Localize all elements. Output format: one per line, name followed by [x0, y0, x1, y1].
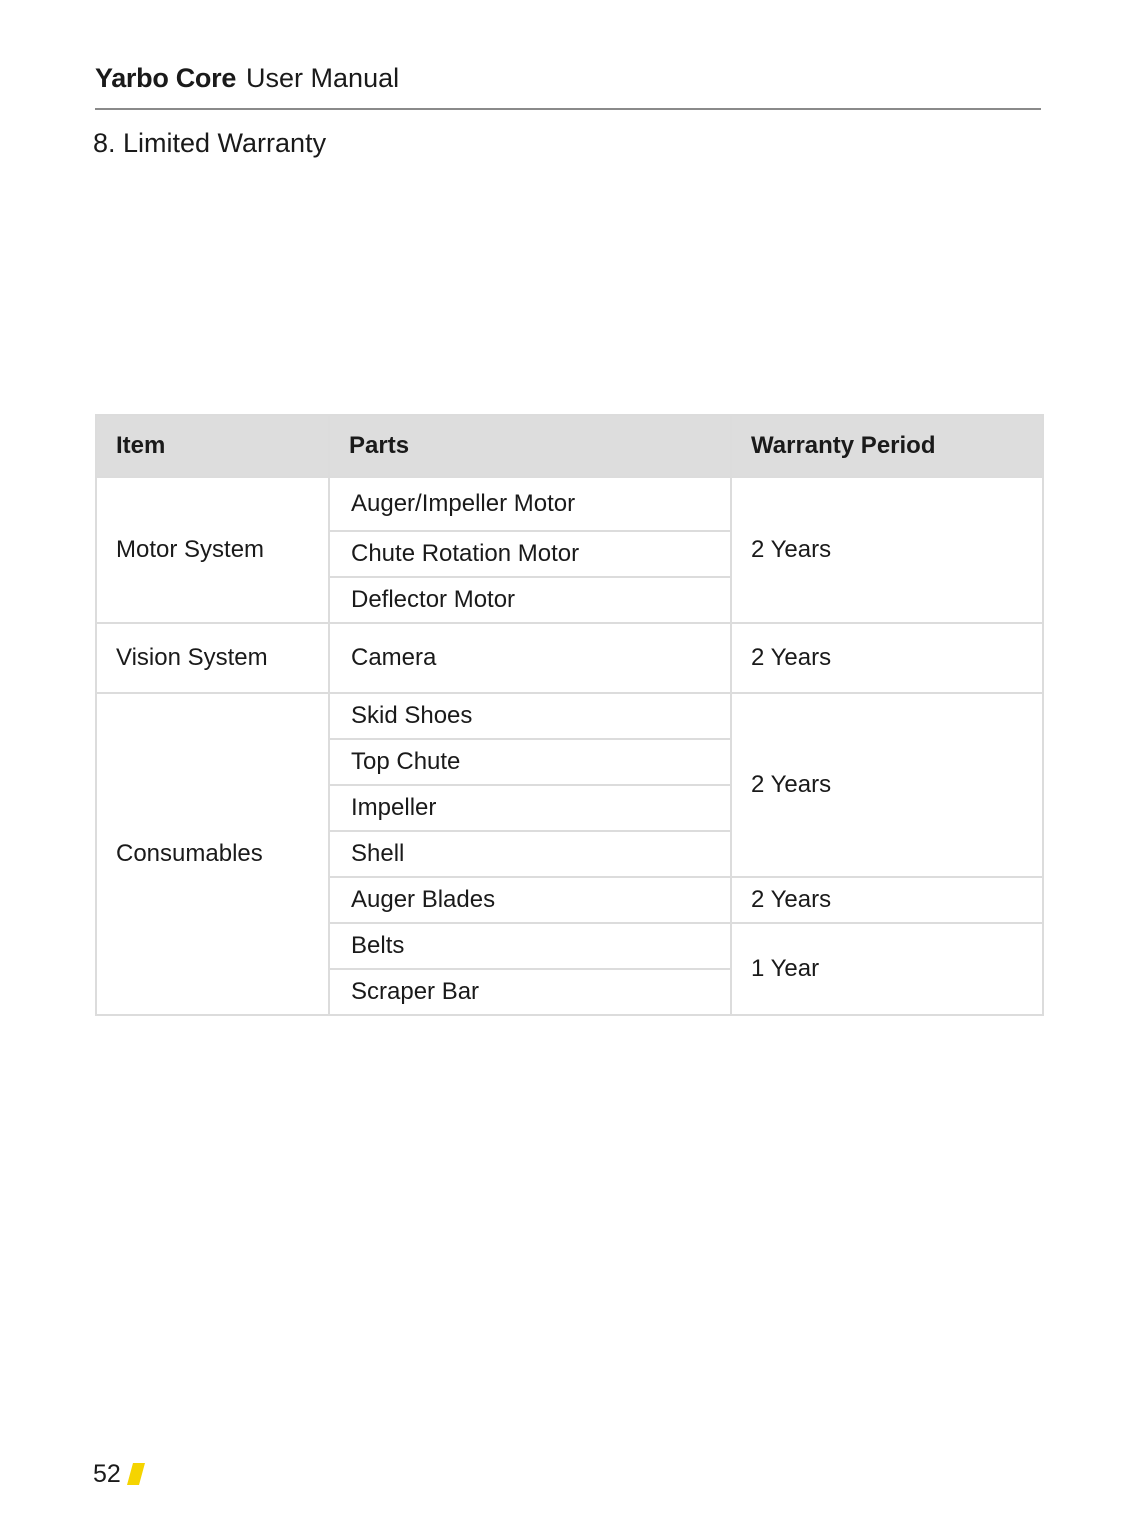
item-cell: Vision System: [96, 623, 329, 693]
part-cell: Shell: [329, 831, 731, 877]
warranty-period-cell: 2 Years: [731, 693, 1043, 877]
part-cell: Auger Blades: [329, 877, 731, 923]
part-cell: Camera: [329, 623, 731, 693]
warranty-period-cell: 2 Years: [731, 623, 1043, 693]
part-cell: Impeller: [329, 785, 731, 831]
part-cell: Deflector Motor: [329, 577, 731, 623]
column-header-warranty-period: Warranty Period: [731, 415, 1043, 477]
column-header-parts: Parts: [329, 415, 731, 477]
item-cell: Consumables: [96, 693, 329, 1015]
part-cell: Auger/Impeller Motor: [329, 477, 731, 531]
warranty-period-cell: 2 Years: [731, 877, 1043, 923]
part-cell: Top Chute: [329, 739, 731, 785]
part-cell: Chute Rotation Motor: [329, 531, 731, 577]
table-header-row: [96, 415, 1043, 477]
page-accent-mark: [127, 1463, 145, 1485]
table-row: [96, 693, 1043, 739]
section-title: 8. Limited Warranty: [93, 128, 327, 158]
table-row: [96, 477, 1043, 531]
warranty-period-cell: 2 Years: [731, 477, 1043, 623]
part-cell: Skid Shoes: [329, 693, 731, 739]
document-title: User Manual: [246, 63, 400, 93]
column-header-item: Item: [96, 415, 329, 477]
part-cell: Belts: [329, 923, 731, 969]
item-cell: Motor System: [96, 477, 329, 623]
page-header: [95, 60, 1041, 96]
brand-name: Yarbo Core: [95, 63, 237, 93]
page-number: 52: [93, 1460, 121, 1488]
part-cell: Scraper Bar: [329, 969, 731, 1015]
warranty-period-cell: 1 Year: [731, 923, 1043, 1015]
warranty-table: [95, 414, 1044, 1016]
table-row: [96, 623, 1043, 693]
header-divider: [95, 108, 1041, 110]
